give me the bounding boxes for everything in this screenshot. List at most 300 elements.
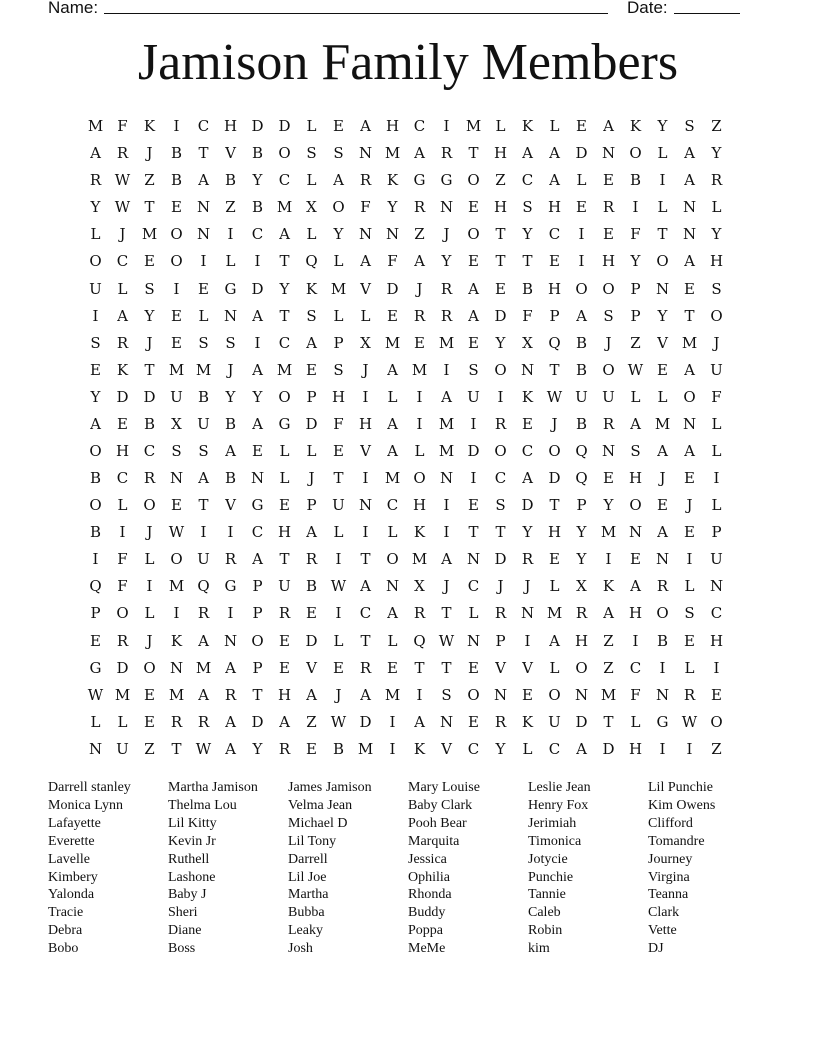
grid-letter: L xyxy=(468,604,479,623)
grid-letter: E xyxy=(171,496,182,515)
grid-letter: I xyxy=(362,469,369,488)
grid-letter: Q xyxy=(575,469,588,488)
grid-letter: T xyxy=(144,198,155,217)
word-bank-item: Bobo xyxy=(48,941,79,957)
grid-letter: R xyxy=(143,469,156,488)
word-bank-item: Tracie xyxy=(48,905,84,921)
grid-letter: F xyxy=(117,577,128,596)
grid-letter: N xyxy=(574,685,589,704)
grid-letter: J xyxy=(713,333,720,352)
grid-letter: N xyxy=(682,225,697,244)
grid-row xyxy=(82,546,730,573)
grid-row xyxy=(82,682,730,709)
word-bank-item: Boss xyxy=(168,941,196,957)
grid-letter: H xyxy=(493,198,508,217)
grid-letter: E xyxy=(468,496,479,515)
grid-letter: O xyxy=(278,144,291,163)
grid-letter: L xyxy=(90,712,101,731)
grid-letter: A xyxy=(630,414,641,433)
grid-letter: J xyxy=(146,523,153,542)
grid-letter: A xyxy=(414,144,425,163)
grid-letter: S xyxy=(225,333,236,352)
grid-letter: A xyxy=(603,117,614,136)
grid-letter: B xyxy=(575,360,588,379)
grid-letter: N xyxy=(682,198,697,217)
grid-letter: M xyxy=(465,117,482,136)
grid-letter: O xyxy=(575,279,588,298)
grid-letter: I xyxy=(335,550,342,569)
grid-letter: R xyxy=(116,631,129,650)
grid-letter: K xyxy=(521,117,534,136)
grid-letter: M xyxy=(411,550,428,569)
grid-letter: B xyxy=(629,171,642,190)
grid-letter: F xyxy=(360,198,371,217)
grid-letter: I xyxy=(632,198,639,217)
grid-letter: V xyxy=(360,279,371,298)
grid-letter: K xyxy=(143,117,156,136)
grid-letter: H xyxy=(547,279,562,298)
grid-letter: N xyxy=(88,739,103,758)
grid-letter: H xyxy=(547,198,562,217)
grid-letter: A xyxy=(684,171,695,190)
grid-letter: Q xyxy=(89,577,102,596)
grid-letter: M xyxy=(114,685,131,704)
grid-letter: N xyxy=(169,469,184,488)
grid-letter: R xyxy=(413,306,426,325)
grid-letter: I xyxy=(416,387,423,406)
grid-letter: P xyxy=(630,306,641,325)
grid-letter: U xyxy=(602,387,615,406)
grid-letter: L xyxy=(711,441,722,460)
grid-letter: R xyxy=(710,171,723,190)
grid-letter: Y xyxy=(603,496,614,515)
grid-letter: B xyxy=(332,739,345,758)
grid-letter: V xyxy=(225,144,236,163)
grid-letter: O xyxy=(89,441,102,460)
grid-letter: R xyxy=(359,171,372,190)
grid-letter: H xyxy=(385,117,400,136)
word-bank-item: Josh xyxy=(288,941,313,957)
grid-letter: F xyxy=(117,550,128,569)
grid-letter: J xyxy=(146,333,153,352)
grid-letter: B xyxy=(251,198,264,217)
grid-letter: V xyxy=(522,658,533,677)
grid-letter: I xyxy=(335,604,342,623)
grid-letter: J xyxy=(443,225,450,244)
grid-letter: O xyxy=(656,604,669,623)
grid-letter: Y xyxy=(522,523,533,542)
grid-letter: E xyxy=(333,117,344,136)
grid-letter: O xyxy=(89,252,102,271)
grid-letter: R xyxy=(413,604,426,623)
grid-letter: A xyxy=(279,712,290,731)
grid-letter: L xyxy=(306,117,317,136)
grid-letter: N xyxy=(439,198,454,217)
grid-letter: O xyxy=(575,658,588,677)
grid-letter: N xyxy=(628,523,643,542)
grid-letter: W xyxy=(438,631,455,650)
word-bank-item: Baby Clark xyxy=(408,797,473,813)
grid-letter: C xyxy=(359,604,372,623)
grid-letter: E xyxy=(279,496,290,515)
grid-letter: V xyxy=(306,658,317,677)
grid-letter: E xyxy=(171,333,182,352)
grid-letter: G xyxy=(413,171,426,190)
grid-letter: S xyxy=(684,604,695,623)
grid-letter: Y xyxy=(252,739,263,758)
grid-letter: F xyxy=(117,117,128,136)
grid-letter: J xyxy=(308,469,315,488)
grid-letter: G xyxy=(251,496,264,515)
grid-letter: U xyxy=(575,387,588,406)
word-bank-item: Marquita xyxy=(408,833,460,849)
grid-letter: C xyxy=(629,658,642,677)
grid-letter: T xyxy=(495,225,506,244)
grid-row xyxy=(82,492,730,519)
grid-letter: H xyxy=(601,252,616,271)
grid-letter: O xyxy=(278,387,291,406)
grid-letter: E xyxy=(468,658,479,677)
letter-grid xyxy=(82,113,730,763)
grid-letter: T xyxy=(441,658,452,677)
grid-letter: I xyxy=(362,523,369,542)
word-bank-item: Monica Lynn xyxy=(48,797,124,813)
grid-letter: E xyxy=(657,496,668,515)
grid-letter: R xyxy=(278,604,291,623)
grid-letter: S xyxy=(630,441,641,460)
grid-letter: D xyxy=(575,144,588,163)
grid-letter: L xyxy=(279,469,290,488)
grid-letter: M xyxy=(384,144,401,163)
grid-letter: I xyxy=(254,333,261,352)
grid-letter: C xyxy=(710,604,723,623)
grid-letter: L xyxy=(306,441,317,460)
grid-letter: K xyxy=(386,171,399,190)
grid-letter: J xyxy=(146,144,153,163)
grid-letter: Y xyxy=(495,739,506,758)
grid-letter: T xyxy=(549,360,560,379)
word-bank-item: MeMe xyxy=(408,941,446,957)
grid-letter: N xyxy=(385,225,400,244)
grid-letter: R xyxy=(197,604,210,623)
grid-letter: Z xyxy=(603,631,614,650)
grid-letter: M xyxy=(384,469,401,488)
word-bank-item: Darrell xyxy=(288,851,328,867)
grid-letter: Z xyxy=(711,117,722,136)
grid-letter: N xyxy=(655,279,670,298)
grid-letter: E xyxy=(333,658,344,677)
grid-row xyxy=(82,465,730,492)
grid-letter: E xyxy=(306,360,317,379)
word-bank-item: Henry Fox xyxy=(528,797,589,813)
grid-letter: U xyxy=(332,496,345,515)
grid-letter: I xyxy=(254,252,261,271)
grid-letter: E xyxy=(684,279,695,298)
grid-letter: E xyxy=(279,658,290,677)
grid-letter: V xyxy=(495,658,506,677)
grid-letter: L xyxy=(333,252,344,271)
grid-letter: D xyxy=(386,279,399,298)
grid-letter: Z xyxy=(414,225,425,244)
grid-letter: E xyxy=(603,171,614,190)
grid-letter: E xyxy=(306,739,317,758)
grid-letter: Z xyxy=(144,739,155,758)
grid-letter: A xyxy=(387,441,398,460)
grid-letter: T xyxy=(522,252,533,271)
grid-letter: R xyxy=(656,577,669,596)
word-bank-item: Darrell stanley xyxy=(48,780,131,795)
grid-letter: S xyxy=(603,306,614,325)
word-bank-column xyxy=(288,779,408,958)
grid-row xyxy=(82,275,730,302)
grid-letter: Y xyxy=(252,171,263,190)
grid-letter: A xyxy=(360,685,371,704)
grid-row xyxy=(82,573,730,600)
word-bank-item: Baby J xyxy=(168,887,207,903)
grid-letter: M xyxy=(168,685,185,704)
grid-letter: M xyxy=(195,658,212,677)
grid-letter: T xyxy=(171,739,182,758)
date-blank-line xyxy=(674,0,740,14)
grid-letter: V xyxy=(657,333,668,352)
grid-letter: N xyxy=(493,685,508,704)
grid-letter: R xyxy=(224,550,237,569)
word-bank-item: Lil Joe xyxy=(288,869,327,885)
grid-letter: C xyxy=(278,333,291,352)
grid-letter: E xyxy=(522,685,533,704)
grid-letter: M xyxy=(384,333,401,352)
grid-letter: B xyxy=(575,333,588,352)
grid-letter: T xyxy=(360,631,371,650)
grid-letter: D xyxy=(116,658,129,677)
grid-letter: L xyxy=(279,441,290,460)
word-bank-item: Michael D xyxy=(288,815,348,831)
grid-letter: L xyxy=(144,604,155,623)
grid-letter: H xyxy=(412,496,427,515)
grid-letter: A xyxy=(198,171,209,190)
word-bank-item: Virgina xyxy=(648,869,690,885)
grid-letter: T xyxy=(495,523,506,542)
grid-letter: E xyxy=(495,279,506,298)
word-bank-item: Lavelle xyxy=(48,851,90,867)
grid-letter: C xyxy=(413,117,426,136)
grid-letter: E xyxy=(414,333,425,352)
grid-letter: L xyxy=(117,279,128,298)
grid-letter: I xyxy=(173,279,180,298)
grid-letter: A xyxy=(684,441,695,460)
grid-letter: K xyxy=(413,739,426,758)
grid-letter: R xyxy=(278,739,291,758)
grid-letter: H xyxy=(628,604,643,623)
grid-letter: A xyxy=(387,414,398,433)
grid-letter: Z xyxy=(711,739,722,758)
grid-letter: A xyxy=(306,685,317,704)
grid-letter: E xyxy=(171,198,182,217)
grid-letter: O xyxy=(467,685,480,704)
grid-letter: X xyxy=(360,333,371,352)
grid-letter: T xyxy=(495,252,506,271)
grid-letter: A xyxy=(225,658,236,677)
grid-letter: S xyxy=(198,441,209,460)
grid-letter: O xyxy=(170,252,183,271)
grid-letter: C xyxy=(548,225,561,244)
grid-letter: O xyxy=(548,441,561,460)
grid-letter: W xyxy=(681,712,698,731)
grid-letter: I xyxy=(146,577,153,596)
grid-letter: H xyxy=(574,631,589,650)
grid-letter: I xyxy=(632,631,639,650)
grid-letter: M xyxy=(195,360,212,379)
word-bank-item: Punchie xyxy=(528,869,574,885)
grid-letter: I xyxy=(659,658,666,677)
grid-letter: G xyxy=(656,712,669,731)
grid-letter: R xyxy=(170,712,183,731)
grid-letter: Y xyxy=(711,225,722,244)
grid-letter: B xyxy=(89,469,102,488)
word-bank-item: Kimbery xyxy=(48,869,98,885)
grid-letter: C xyxy=(251,523,264,542)
grid-letter: I xyxy=(362,387,369,406)
grid-letter: E xyxy=(387,306,398,325)
grid-letter: K xyxy=(116,360,129,379)
grid-letter: N xyxy=(655,550,670,569)
word-bank-column xyxy=(48,779,168,958)
grid-letter: L xyxy=(630,387,641,406)
grid-letter: O xyxy=(143,496,156,515)
grid-letter: I xyxy=(389,739,396,758)
grid-letter: M xyxy=(438,333,455,352)
grid-letter: M xyxy=(87,117,104,136)
grid-letter: D xyxy=(278,117,291,136)
grid-letter: N xyxy=(358,225,373,244)
grid-row xyxy=(82,140,730,167)
grid-letter: S xyxy=(495,496,506,515)
grid-letter: D xyxy=(467,441,480,460)
grid-letter: A xyxy=(360,252,371,271)
word-bank-item: Mary Louise xyxy=(408,780,480,795)
grid-letter: G xyxy=(89,658,102,677)
grid-letter: L xyxy=(549,577,560,596)
grid-letter: I xyxy=(173,604,180,623)
grid-letter: A xyxy=(684,360,695,379)
grid-letter: E xyxy=(198,279,209,298)
grid-letter: A xyxy=(252,360,263,379)
grid-letter: A xyxy=(225,712,236,731)
grid-letter: R xyxy=(575,604,588,623)
grid-letter: O xyxy=(413,469,426,488)
grid-letter: I xyxy=(443,523,450,542)
grid-letter: E xyxy=(90,631,101,650)
grid-letter: Y xyxy=(657,117,668,136)
grid-letter: Y xyxy=(630,252,641,271)
grid-letter: L xyxy=(90,225,101,244)
grid-letter: E xyxy=(549,252,560,271)
word-bank-column xyxy=(408,779,528,958)
grid-letter: Y xyxy=(711,144,722,163)
grid-letter: S xyxy=(468,360,479,379)
grid-letter: M xyxy=(600,685,617,704)
grid-letter: I xyxy=(443,360,450,379)
grid-letter: M xyxy=(411,360,428,379)
grid-letter: F xyxy=(333,414,344,433)
grid-letter: T xyxy=(468,144,479,163)
grid-letter: L xyxy=(333,631,344,650)
grid-letter: O xyxy=(467,225,480,244)
grid-letter: E xyxy=(657,360,668,379)
grid-letter: I xyxy=(686,550,693,569)
grid-letter: F xyxy=(522,306,533,325)
grid-letter: L xyxy=(117,496,128,515)
grid-letter: A xyxy=(468,306,479,325)
grid-letter: Y xyxy=(333,225,344,244)
grid-letter: S xyxy=(306,306,317,325)
grid-letter: A xyxy=(549,171,560,190)
grid-letter: D xyxy=(494,550,507,569)
grid-letter: T xyxy=(549,496,560,515)
grid-row xyxy=(82,357,730,384)
word-bank-column xyxy=(168,779,288,958)
grid-row xyxy=(82,330,730,357)
grid-letter: K xyxy=(629,117,642,136)
grid-letter: A xyxy=(360,577,371,596)
grid-letter: L xyxy=(333,306,344,325)
grid-letter: U xyxy=(197,414,210,433)
grid-letter: A xyxy=(198,631,209,650)
grid-letter: B xyxy=(575,414,588,433)
grid-letter: Q xyxy=(575,441,588,460)
word-bank-item: Leaky xyxy=(288,923,323,939)
grid-letter: A xyxy=(522,469,533,488)
grid-letter: P xyxy=(549,306,560,325)
date-label: Date: xyxy=(627,0,668,17)
grid-letter: R xyxy=(89,171,102,190)
grid-letter: G xyxy=(440,171,453,190)
grid-letter: A xyxy=(441,387,452,406)
grid-letter: N xyxy=(223,306,238,325)
grid-letter: D xyxy=(521,496,534,515)
grid-letter: T xyxy=(360,550,371,569)
grid-letter: J xyxy=(497,577,504,596)
grid-letter: A xyxy=(549,631,560,650)
grid-letter: R xyxy=(440,306,453,325)
name-blank-line xyxy=(104,0,608,14)
grid-letter: U xyxy=(170,387,183,406)
grid-letter: M xyxy=(276,360,293,379)
grid-letter: X xyxy=(576,577,587,596)
grid-letter: W xyxy=(330,712,347,731)
grid-letter: B xyxy=(251,144,264,163)
grid-letter: E xyxy=(279,631,290,650)
grid-letter: R xyxy=(494,414,507,433)
grid-letter: C xyxy=(116,252,129,271)
grid-letter: W xyxy=(168,523,185,542)
grid-letter: A xyxy=(522,144,533,163)
grid-letter: E xyxy=(711,685,722,704)
grid-letter: D xyxy=(251,279,264,298)
grid-letter: B xyxy=(89,523,102,542)
grid-letter: C xyxy=(548,739,561,758)
grid-letter: U xyxy=(197,550,210,569)
grid-letter: M xyxy=(384,685,401,704)
grid-letter: C xyxy=(467,739,480,758)
grid-letter: R xyxy=(440,144,453,163)
grid-letter: R xyxy=(494,712,507,731)
grid-row xyxy=(82,303,730,330)
grid-letter: L xyxy=(684,658,695,677)
grid-letter: I xyxy=(92,306,99,325)
grid-letter: N xyxy=(385,577,400,596)
grid-letter: X xyxy=(522,333,533,352)
